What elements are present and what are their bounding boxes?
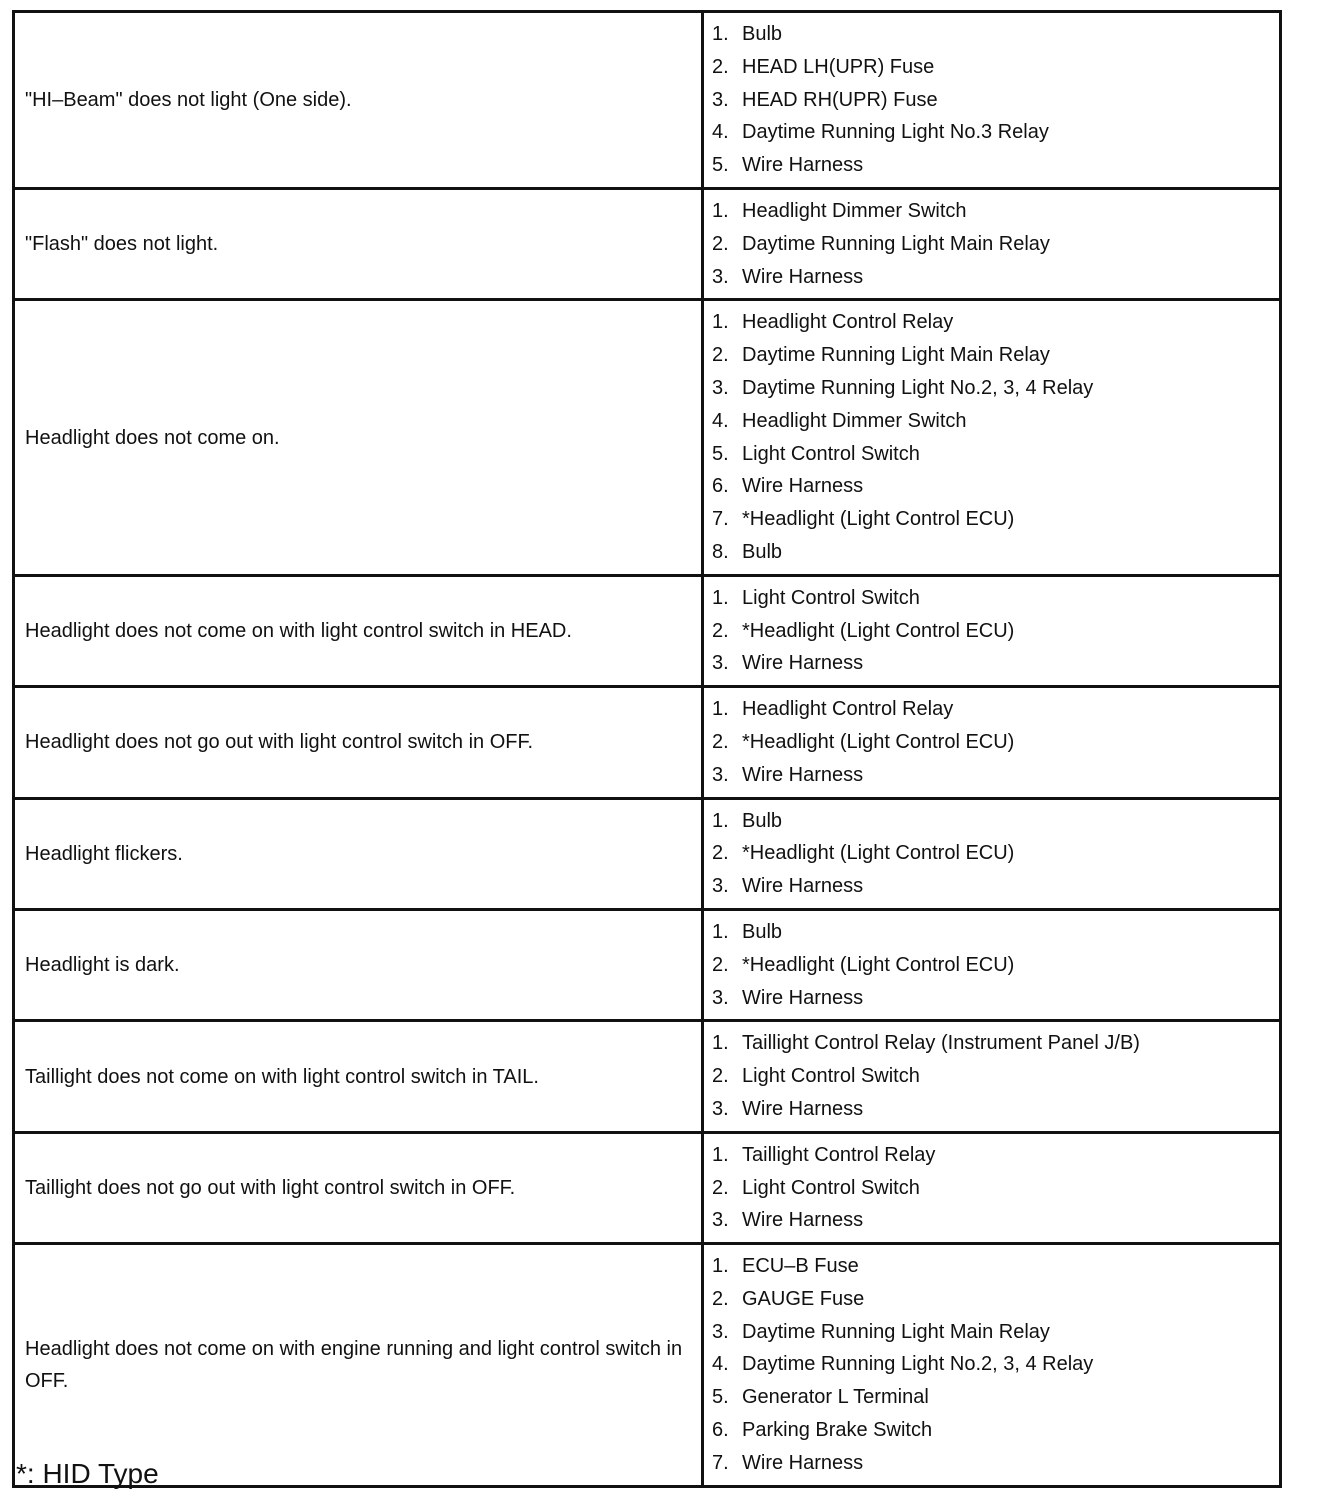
cause-text: GAUGE Fuse: [742, 1287, 865, 1310]
cause-number: 3.: [712, 652, 729, 675]
cause-number: 3.: [712, 763, 729, 786]
cause-text: Daytime Running Light No.2, 3, 4 Relay: [742, 376, 1094, 399]
table-row: [14, 188, 1281, 299]
cause-number: 1.: [712, 1143, 729, 1166]
cause-number: 2.: [712, 55, 729, 78]
cause-number: 2.: [712, 619, 729, 642]
table-row: [14, 575, 1281, 686]
cause-number: 2.: [712, 1176, 729, 1199]
cause-text: Bulb: [742, 540, 783, 563]
cause-list: [712, 582, 1279, 680]
cause-text: Wire Harness: [742, 154, 864, 177]
cause-item: [712, 1172, 1279, 1205]
cause-item: [712, 1027, 1279, 1060]
cause-item: [712, 372, 1279, 405]
cause-list: [712, 306, 1279, 568]
table-row: [14, 1021, 1281, 1132]
symptom-cell: Headlight does not come on.: [14, 300, 703, 575]
cause-item: [712, 1348, 1279, 1381]
cause-item: [712, 837, 1279, 870]
cause-list: [712, 195, 1279, 293]
cause-list: [712, 693, 1279, 791]
cause-text: Light Control Switch: [742, 1065, 920, 1088]
cause-item: [712, 339, 1279, 372]
cause-item: [712, 18, 1279, 51]
cause-item: [712, 1283, 1279, 1316]
symptom-cell: "Flash" does not light.: [14, 188, 703, 299]
cause-number: 3.: [712, 875, 729, 898]
cause-number: 1.: [712, 920, 729, 943]
cause-number: 1.: [712, 199, 729, 222]
cause-item: [712, 405, 1279, 438]
cause-text: HEAD LH(UPR) Fuse: [742, 55, 935, 78]
table-row: [14, 687, 1281, 798]
troubleshooting-table: [12, 10, 1282, 1488]
cause-text: Bulb: [742, 23, 783, 45]
cause-item: [712, 615, 1279, 648]
symptom-cell: Headlight does not come on with engine running and light control switch in OFF.: [14, 1244, 703, 1487]
cause-text: Wire Harness: [742, 475, 864, 498]
cause-text: Parking Brake Switch: [742, 1419, 933, 1442]
table-body: [14, 12, 1281, 1487]
cause-number: 5.: [712, 154, 729, 177]
cause-number: 1.: [712, 311, 729, 334]
cause-item: [712, 438, 1279, 471]
cause-text: Bulb: [742, 809, 783, 832]
cause-list: [712, 1027, 1279, 1125]
cause-text: *Headlight (Light Control ECU): [742, 619, 1015, 642]
cause-item: [712, 149, 1279, 182]
cause-item: [712, 470, 1279, 503]
cause-number: 1.: [712, 586, 729, 609]
causes-cell: [703, 1244, 1281, 1487]
cause-text: Headlight Control Relay: [742, 311, 954, 334]
cause-number: 5.: [712, 442, 729, 465]
cause-number: 3.: [712, 1209, 729, 1232]
symptom-cell: Headlight does not come on with light control switch in HEAD.: [14, 575, 703, 686]
cause-number: 3.: [712, 1320, 729, 1343]
cause-text: Wire Harness: [742, 763, 864, 786]
cause-item: [712, 949, 1279, 982]
cause-number: 5.: [712, 1386, 729, 1409]
cause-text: Wire Harness: [742, 1209, 864, 1232]
cause-item: [712, 116, 1279, 149]
causes-cell: [703, 300, 1281, 575]
causes-cell: [703, 575, 1281, 686]
cause-text: Wire Harness: [742, 875, 864, 898]
cause-item: [712, 1250, 1279, 1283]
cause-item: [712, 503, 1279, 536]
cause-number: 3.: [712, 376, 729, 399]
cause-number: 3.: [712, 1097, 729, 1120]
cause-item: [712, 84, 1279, 117]
cause-text: Daytime Running Light No.3 Relay: [742, 121, 1049, 144]
table-row: [14, 909, 1281, 1020]
table-row: [14, 12, 1281, 189]
cause-number: 7.: [712, 1451, 729, 1474]
cause-text: Wire Harness: [742, 652, 864, 675]
cause-number: 3.: [712, 986, 729, 1009]
cause-text: *Headlight (Light Control ECU): [742, 953, 1015, 976]
symptom-cell: Taillight does not go out with light control switch in OFF.: [14, 1132, 703, 1243]
cause-text: Headlight Dimmer Switch: [742, 199, 967, 222]
cause-item: [712, 1447, 1279, 1480]
table-row: [14, 1132, 1281, 1243]
causes-cell: [703, 687, 1281, 798]
cause-text: Bulb: [742, 920, 783, 943]
cause-number: 1.: [712, 23, 729, 45]
cause-number: 2.: [712, 344, 729, 367]
symptom-cell: "HI–Beam" does not light (One side).: [14, 12, 703, 189]
cause-list: [712, 916, 1279, 1014]
cause-item: [712, 1414, 1279, 1447]
cause-number: 1.: [712, 1032, 729, 1055]
cause-item: [712, 870, 1279, 903]
cause-list: [712, 1139, 1279, 1237]
causes-cell: [703, 188, 1281, 299]
cause-item: [712, 1060, 1279, 1093]
symptom-cell: Headlight does not go out with light control switch in OFF.: [14, 687, 703, 798]
cause-number: 1.: [712, 1255, 729, 1278]
cause-text: Taillight Control Relay (Instrument Panel J/B): [742, 1032, 1140, 1055]
cause-text: Daytime Running Light No.2, 3, 4 Relay: [742, 1353, 1094, 1376]
causes-cell: [703, 12, 1281, 189]
cause-text: Daytime Running Light Main Relay: [742, 232, 1050, 255]
table-row: [14, 300, 1281, 575]
causes-cell: [703, 1132, 1281, 1243]
cause-item: [712, 1316, 1279, 1349]
cause-text: Wire Harness: [742, 265, 864, 288]
cause-text: Generator L Terminal: [742, 1386, 929, 1409]
cause-item: [712, 1093, 1279, 1126]
cause-text: Light Control Switch: [742, 1176, 920, 1199]
cause-text: Daytime Running Light Main Relay: [742, 1320, 1050, 1343]
cause-number: 2.: [712, 842, 729, 865]
cause-item: [712, 261, 1279, 294]
cause-text: Daytime Running Light Main Relay: [742, 344, 1050, 367]
cause-item: [712, 228, 1279, 261]
symptom-cell: Headlight flickers.: [14, 798, 703, 909]
cause-item: [712, 693, 1279, 726]
table-row: [14, 798, 1281, 909]
cause-text: Wire Harness: [742, 1097, 864, 1120]
cause-text: *Headlight (Light Control ECU): [742, 730, 1015, 753]
cause-list: [712, 1250, 1279, 1480]
cause-item: [712, 306, 1279, 339]
cause-number: 2.: [712, 1287, 729, 1310]
cause-item: [712, 195, 1279, 228]
cause-number: 6.: [712, 475, 729, 498]
cause-text: Headlight Dimmer Switch: [742, 409, 967, 432]
cause-text: Light Control Switch: [742, 442, 920, 465]
cause-number: 4.: [712, 121, 729, 144]
cause-list: [712, 18, 1279, 182]
cause-number: 2.: [712, 730, 729, 753]
cause-number: 4.: [712, 1353, 729, 1376]
cause-number: 8.: [712, 540, 729, 563]
cause-item: [712, 1204, 1279, 1237]
symptom-cell: Taillight does not come on with light control switch in TAIL.: [14, 1021, 703, 1132]
symptom-cell: Headlight is dark.: [14, 909, 703, 1020]
cause-item: [712, 916, 1279, 949]
footnote: *: HID Type: [16, 1458, 159, 1489]
cause-text: Light Control Switch: [742, 586, 920, 609]
cause-number: 2.: [712, 953, 729, 976]
cause-item: [712, 51, 1279, 84]
cause-item: [712, 982, 1279, 1015]
cause-number: 3.: [712, 265, 729, 288]
cause-text: *Headlight (Light Control ECU): [742, 842, 1015, 865]
cause-text: Headlight Control Relay: [742, 698, 954, 721]
cause-item: [712, 759, 1279, 792]
cause-number: 2.: [712, 1065, 729, 1088]
cause-number: 4.: [712, 409, 729, 432]
cause-text: Taillight Control Relay: [742, 1143, 936, 1166]
cause-number: 6.: [712, 1419, 729, 1442]
cause-item: [712, 647, 1279, 680]
cause-number: 2.: [712, 232, 729, 255]
cause-item: [712, 1139, 1279, 1172]
cause-item: [712, 582, 1279, 615]
cause-number: 3.: [712, 88, 729, 111]
cause-text: *Headlight (Light Control ECU): [742, 508, 1015, 531]
causes-cell: [703, 909, 1281, 1020]
cause-number: 1.: [712, 809, 729, 832]
cause-item: [712, 1381, 1279, 1414]
cause-item: [712, 536, 1279, 569]
cause-text: HEAD RH(UPR) Fuse: [742, 88, 938, 111]
cause-item: [712, 805, 1279, 838]
cause-text: Wire Harness: [742, 1451, 864, 1474]
causes-cell: [703, 1021, 1281, 1132]
cause-text: ECU–B Fuse: [742, 1255, 859, 1278]
cause-list: [712, 805, 1279, 903]
cause-text: Wire Harness: [742, 986, 864, 1009]
causes-cell: [703, 798, 1281, 909]
table-row: [14, 1244, 1281, 1487]
cause-number: 7.: [712, 508, 729, 531]
cause-item: [712, 726, 1279, 759]
cause-number: 1.: [712, 698, 729, 721]
